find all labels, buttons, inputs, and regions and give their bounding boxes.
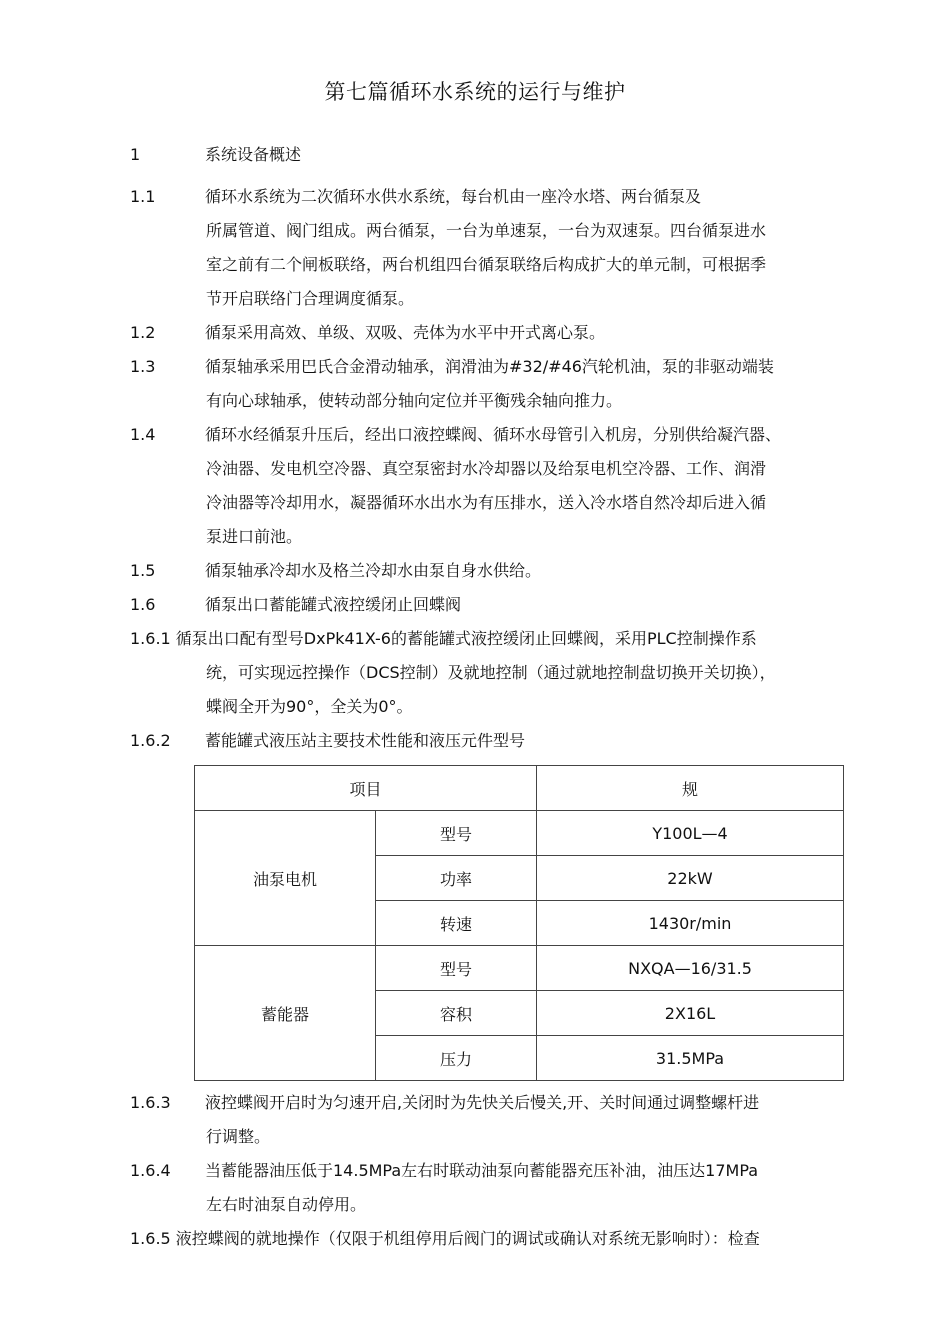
paragraph-line: 室之前有二个闸板联络，两台机组四台循泵联络后构成扩大的单元制，可根据季 [206,255,767,274]
paragraph-line: 循环水系统为二次循环水供水系统，每台机由一座冷水塔、两台循泵及 [205,187,702,206]
section-number: 1.5 [130,561,156,580]
section-number: 1 [130,145,141,164]
section-number: 1.4 [130,425,156,444]
table-cell: Y100L—4 [537,811,844,856]
section-heading: 蓄能罐式液压站主要技术性能和液压元件型号 [205,731,526,750]
section-number: 1.6.4 [130,1161,171,1180]
paragraph-line: 统，可实现远控操作（DCS控制）及就地控制（通过就地控制盘切换开关切换）， [206,663,776,682]
document-title: 第七篇循环水系统的运行与维护 [324,80,626,104]
section-number: 1.6 [130,595,156,614]
table-cell: 22kW [537,856,844,901]
table-cell: 型号 [376,946,537,991]
group-name-cell: 蓄能器 [195,946,376,1081]
paragraph-line: 当蓄能器油压低于14.5MPa左右时联动油泵向蓄能器充压补油，油压达17MPa [205,1161,759,1180]
paragraph-line: 液控蝶阀开启时为匀速开启,关闭时为先快关后慢关,开、关时间通过调整螺杆进 [205,1093,760,1112]
paragraph-line: 循泵采用高效、单级、双吸、壳体为水平中开式离心泵。 [205,323,606,342]
section-number: 1.6.2 [130,731,171,750]
paragraph-line: 泵进口前池。 [206,527,303,546]
section-number: 1.3 [130,357,156,376]
table-cell: 1430r/min [537,901,844,946]
table-cell: 转速 [376,901,537,946]
spec-table [194,765,844,1081]
paragraph-line: 有向心球轴承，使转动部分轴向定位并平衡残余轴向推力。 [206,391,623,410]
paragraph-line: 冷油器、发电机空冷器、真空泵密封水冷却器以及给泵电机空冷器、工作、润滑 [206,459,767,478]
paragraph-line: 所属管道、阀门组成。两台循泵，一台为单速泵，一台为双速泵。四台循泵进水 [206,221,767,240]
paragraph-line: 循环水经循泵升压后，经出口液控蝶阀、循环水母管引入机房，分别供给凝汽器、 [205,425,782,444]
paragraph-line: 冷油器等冷却用水，凝器循环水出水为有压排水，送入冷水塔自然冷却后进入循 [206,493,767,512]
table-header-row [195,766,844,811]
table-row [195,811,844,856]
section-heading: 循泵出口蓄能罐式液控缓闭止回蝶阀 [205,595,462,614]
paragraph-line: 节开启联络门合理调度循泵。 [206,289,415,308]
table-cell: 2X16L [537,991,844,1036]
table-cell: 型号 [376,811,537,856]
section-number: 1.1 [130,187,156,206]
table-cell: 功率 [376,856,537,901]
section-number: 1.2 [130,323,156,342]
table-cell: 31.5MPa [537,1036,844,1081]
section-number: 1.6.3 [130,1093,171,1112]
paragraph-line: 1.6.5 液控蝶阀的就地操作（仅限于机组停用后阀门的调试或确认对系统无影响时）：检查 [130,1229,760,1248]
group-name-cell: 油泵电机 [195,811,376,946]
table-cell: 容积 [376,991,537,1036]
paragraph-line: 行调整。 [206,1127,271,1146]
table-cell: NXQA—16/31.5 [537,946,844,991]
section-heading: 系统设备概述 [205,145,302,164]
paragraph-line: 蝶阀全开为90°，全关为0°。 [206,697,413,716]
paragraph-line: 1.6.1 循泵出口配有型号DxPk41X-6的蓄能罐式液控缓闭止回蝶阀，采用PLC控制操作系 [130,629,757,648]
paragraph-line: 循泵轴承采用巴氏合金滑动轴承，润滑油为#32/#46汽轮机油，泵的非驱动端装 [205,357,774,376]
table-cell: 压力 [376,1036,537,1081]
table-header-cell: 规 [537,766,844,811]
table-header-cell: 项目 [195,766,537,811]
paragraph-line: 左右时油泵自动停用。 [206,1195,367,1214]
table-row [195,946,844,991]
paragraph-line: 循泵轴承冷却水及格兰冷却水由泵自身水供给。 [205,561,542,580]
